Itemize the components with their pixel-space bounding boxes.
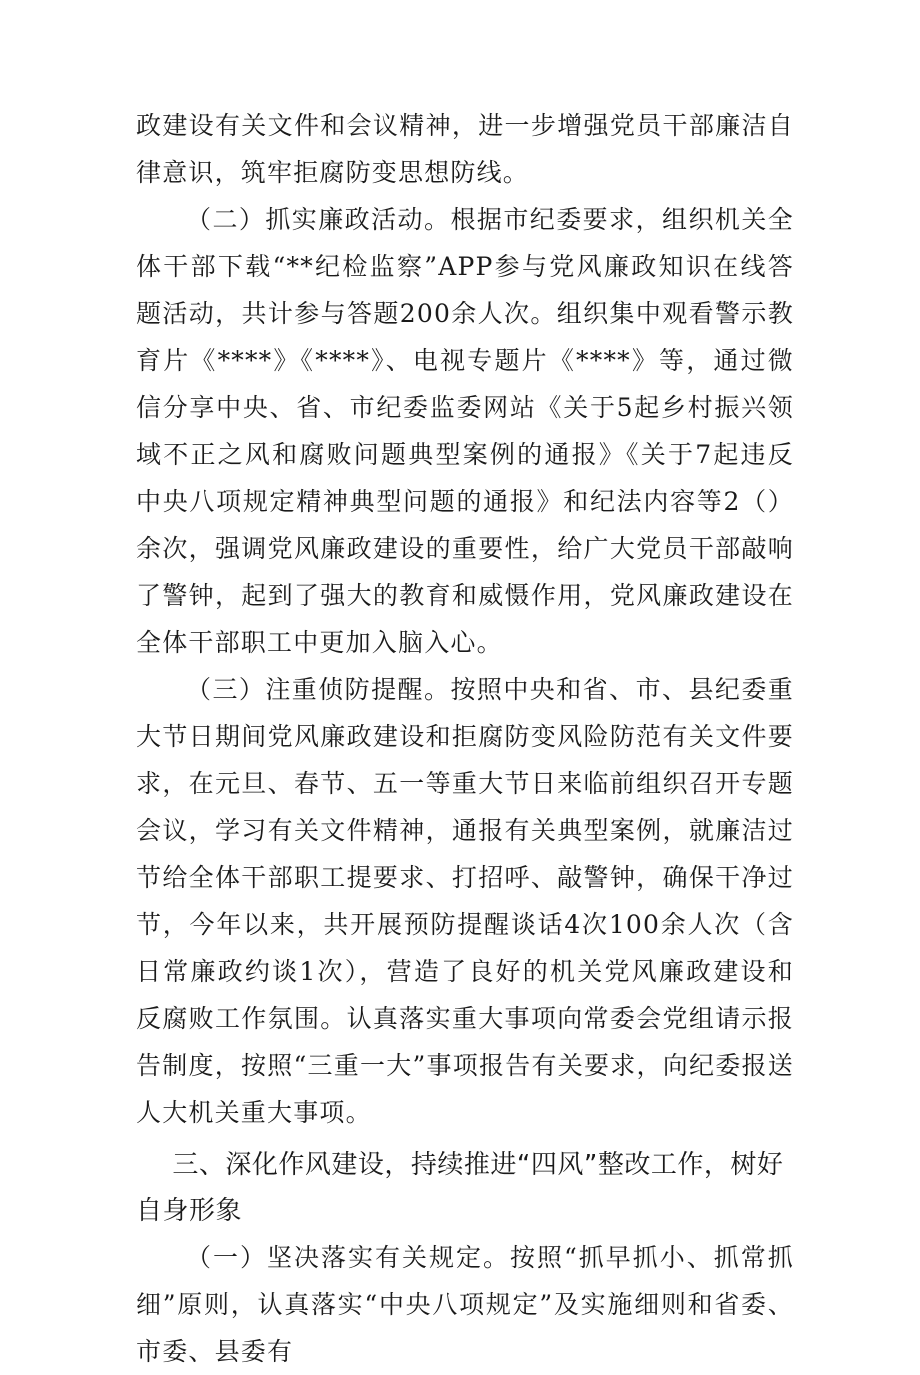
paragraph-section-2-2: （二）抓实廉政活动。根据市纪委要求，组织机关全体干部下载“**纪检监察”APP参与党风廉政知识在线答题活动，共计参与答题200余人次。组织集中观看警示教育片《****》《****》、电视专题片《****》等，通过微信分享中央、省、市纪委监委网站《关于5起乡村振兴领域不正之风和腐败问题典型案例的通报》《关于7起违反中央八项规定精神典型问题的通报》和纪法内容等2（）余次，强调党风廉政建设的重要性，给广大党员干部敲响了警钟，起到了强大的教育和威慑作用，党风廉政建设在全体干部职工中更加入脑入心。 xyxy=(136,205,794,657)
paragraph-section-2-3: （三）注重侦防提醒。按照中央和省、市、县纪委重大节日期间党风廉政建设和拒腐防变风险防范有关文件要求，在元旦、春节、五一等重大节日来临前组织召开专题会议，学习有关文件精神，通报有关典型案例，就廉洁过节给全体干部职工提要求、打招呼、敲警钟，确保干净过节，今年以来，共开展预防提醒谈话4次100余人次（含日常廉政约谈1次），营造了良好的机关党风廉政建设和反腐败工作氛围。认真落实重大事项向常委会党组请示报告制度，按照“三重一大”事项报告有关要求，向纪委报送人大机关重大事项。 xyxy=(136,675,794,1127)
paragraph-continuation: 政建设有关文件和会议精神，进一步增强党员干部廉洁自律意识，筑牢拒腐防变思想防线。 xyxy=(136,111,794,187)
document-page xyxy=(136,102,794,1375)
section-3-heading: 三、深化作风建设，持续推进“四风”整改工作，树好自身形象 xyxy=(136,1150,784,1226)
paragraph-section-3-1: （一）坚决落实有关规定。按照“抓早抓小、抓常抓细”原则，认真落实“中央八项规定”及实施细则和省委、市委、县委有 xyxy=(136,1243,794,1366)
